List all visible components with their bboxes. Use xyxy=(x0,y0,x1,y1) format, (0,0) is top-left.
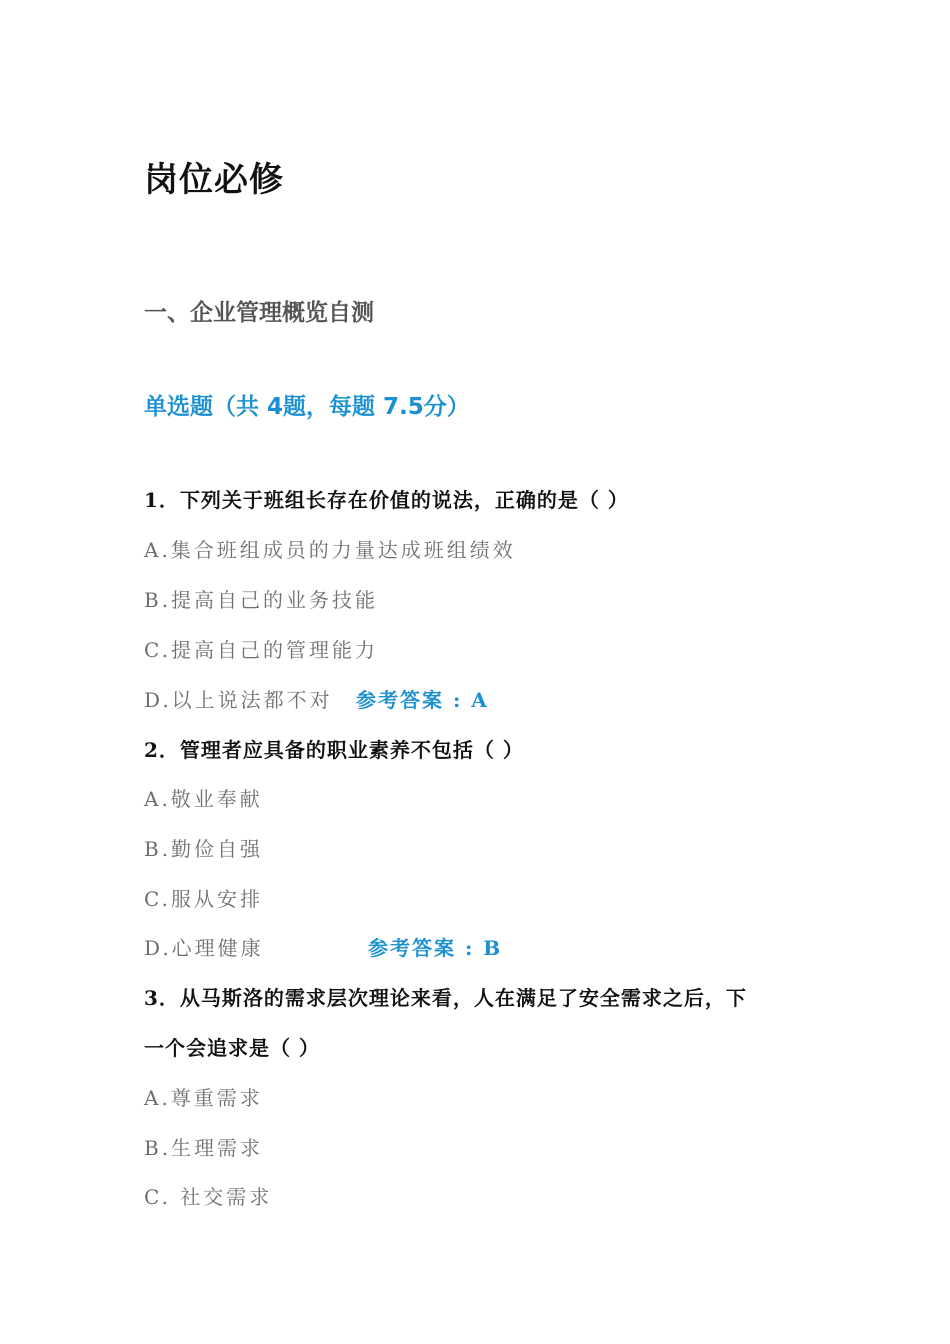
question-1-answer: 参考答案 : A xyxy=(356,688,489,712)
question-2-answer: 参考答案 : B xyxy=(368,936,503,960)
question-2-text: 2．管理者应具备的职业素养不包括（ ） xyxy=(144,738,524,762)
question-1-option-d: D.以上说法都不对 xyxy=(144,688,333,712)
document-title: 岗位必修 xyxy=(144,160,284,200)
section-title: 一、企业管理概览自测 xyxy=(144,300,374,326)
question-type-heading: 单选题（共 4题，每题 7.5分） xyxy=(144,394,470,420)
question-3-option-b: B.生理需求 xyxy=(144,1136,264,1160)
question-3-option-c: C. 社交需求 xyxy=(144,1185,273,1209)
question-1-option-b: B.提高自己的业务技能 xyxy=(144,588,379,612)
question-1-option-a: A.集合班组成员的力量达成班组绩效 xyxy=(144,538,516,562)
question-3-option-a: A.尊重需求 xyxy=(144,1086,263,1110)
question-3-text-line1: 3．从马斯洛的需求层次理论来看，人在满足了安全需求之后，下 xyxy=(144,986,747,1010)
question-2-option-c: C.服从安排 xyxy=(144,887,263,911)
question-2-option-d: D.心理健康 xyxy=(144,936,264,960)
question-2-option-a: A.敬业奉献 xyxy=(144,787,263,811)
question-3-text-line2: 一个会追求是（ ） xyxy=(144,1036,320,1060)
question-2-option-b: B.勤俭自强 xyxy=(144,837,264,861)
question-1-option-c: C.提高自己的管理能力 xyxy=(144,638,378,662)
question-1-text: 1．下列关于班组长存在价值的说法，正确的是（ ） xyxy=(144,488,629,512)
